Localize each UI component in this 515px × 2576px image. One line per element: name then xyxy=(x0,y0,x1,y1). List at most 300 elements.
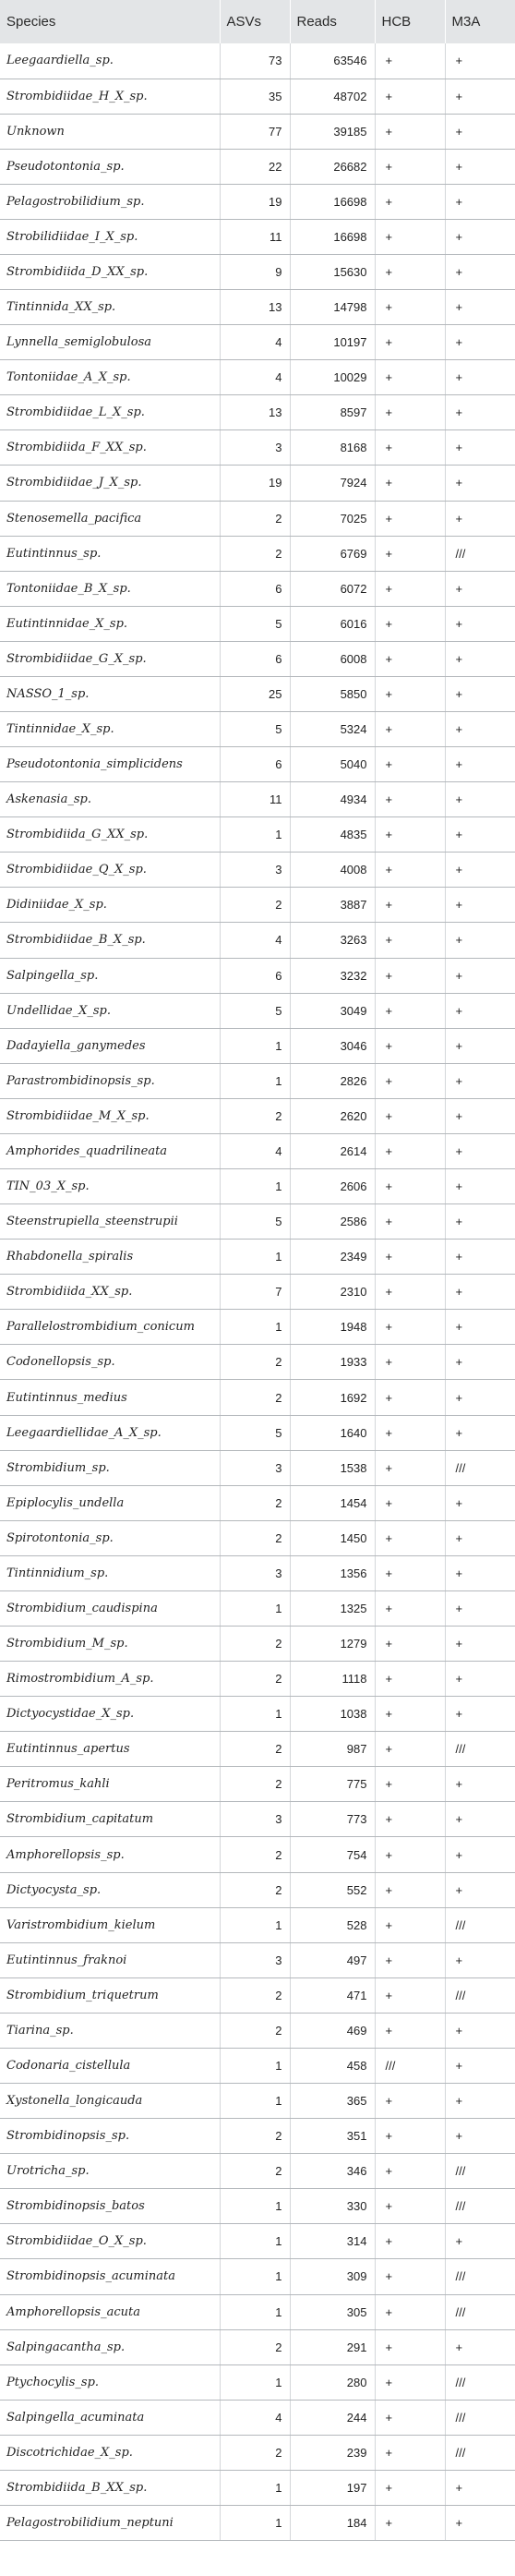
table-row xyxy=(0,1415,515,1450)
cell-species: Leegaardiellidae_A_X_sp. xyxy=(0,1415,220,1450)
cell-asvs: 2 xyxy=(220,536,290,571)
cell-m3a: + xyxy=(445,1520,515,1555)
cell-hcb: + xyxy=(375,1802,445,1837)
cell-reads: 365 xyxy=(290,2084,375,2119)
cell-reads: 244 xyxy=(290,2400,375,2435)
cell-reads: 1038 xyxy=(290,1697,375,1732)
cell-m3a: + xyxy=(445,1662,515,1697)
cell-m3a: + xyxy=(445,853,515,888)
cell-species: Strombidium_capitatum xyxy=(0,1802,220,1837)
cell-m3a: + xyxy=(445,114,515,149)
cell-m3a: + xyxy=(445,1555,515,1590)
cell-asvs: 11 xyxy=(220,219,290,254)
cell-m3a: + xyxy=(445,2013,515,2048)
header-row xyxy=(0,0,515,43)
table-row xyxy=(0,2119,515,2154)
table-row xyxy=(0,641,515,676)
cell-reads: 1538 xyxy=(290,1450,375,1485)
cell-species: Rimostrombidium_A_sp. xyxy=(0,1662,220,1697)
cell-species: Ptychocylis_sp. xyxy=(0,2364,220,2400)
cell-hcb: + xyxy=(375,1275,445,1310)
cell-hcb: + xyxy=(375,2189,445,2224)
cell-m3a: + xyxy=(445,1098,515,1133)
cell-asvs: 1 xyxy=(220,2084,290,2119)
table-row xyxy=(0,1169,515,1204)
cell-asvs: 11 xyxy=(220,782,290,817)
cell-m3a: + xyxy=(445,676,515,711)
cell-species: Amphorides_quadrilineata xyxy=(0,1133,220,1168)
cell-reads: 1450 xyxy=(290,1520,375,1555)
cell-asvs: 5 xyxy=(220,1204,290,1240)
cell-species: Peritromus_kahli xyxy=(0,1767,220,1802)
cell-reads: 15630 xyxy=(290,254,375,289)
cell-hcb: + xyxy=(375,853,445,888)
cell-m3a: + xyxy=(445,923,515,958)
cell-species: Parastrombidinopsis_sp. xyxy=(0,1063,220,1098)
cell-hcb: + xyxy=(375,43,445,79)
cell-asvs: 4 xyxy=(220,325,290,360)
table-row xyxy=(0,1627,515,1662)
cell-hcb: + xyxy=(375,430,445,466)
cell-hcb: + xyxy=(375,1555,445,1590)
table-row xyxy=(0,1204,515,1240)
cell-hcb: + xyxy=(375,1697,445,1732)
cell-m3a: + xyxy=(445,2224,515,2259)
cell-asvs: 77 xyxy=(220,114,290,149)
table-row xyxy=(0,254,515,289)
table-row xyxy=(0,1380,515,1415)
cell-hcb: + xyxy=(375,1380,445,1415)
cell-reads: 3232 xyxy=(290,958,375,993)
cell-hcb: + xyxy=(375,290,445,325)
cell-species: Urotricha_sp. xyxy=(0,2154,220,2189)
table-row xyxy=(0,1767,515,1802)
cell-asvs: 2 xyxy=(220,2154,290,2189)
cell-hcb: + xyxy=(375,2364,445,2400)
cell-m3a: + xyxy=(445,1169,515,1204)
cell-species: Askenasia_sp. xyxy=(0,782,220,817)
cell-species: Amphorellopsis_acuta xyxy=(0,2294,220,2329)
table-row xyxy=(0,1872,515,1907)
cell-species: Strombidiida_XX_sp. xyxy=(0,1275,220,1310)
cell-m3a: /// xyxy=(445,1732,515,1767)
cell-species: Pseudotontonia_simplicidens xyxy=(0,747,220,782)
cell-species: Strombidium_caudispina xyxy=(0,1590,220,1626)
cell-hcb: + xyxy=(375,1169,445,1204)
cell-species: Dadayiella_ganymedes xyxy=(0,1028,220,1063)
cell-reads: 8168 xyxy=(290,430,375,466)
cell-asvs: 1 xyxy=(220,1907,290,1942)
cell-asvs: 1 xyxy=(220,2048,290,2083)
cell-m3a: + xyxy=(445,219,515,254)
cell-asvs: 1 xyxy=(220,817,290,853)
cell-hcb: + xyxy=(375,1837,445,1872)
cell-asvs: 5 xyxy=(220,711,290,746)
table-row xyxy=(0,2505,515,2540)
cell-species: Pelagostrobilidium_sp. xyxy=(0,184,220,219)
cell-m3a: /// xyxy=(445,536,515,571)
cell-m3a: + xyxy=(445,184,515,219)
cell-m3a: + xyxy=(445,430,515,466)
cell-m3a: + xyxy=(445,606,515,641)
table-row xyxy=(0,430,515,466)
cell-asvs: 35 xyxy=(220,79,290,114)
cell-asvs: 19 xyxy=(220,184,290,219)
table-row xyxy=(0,817,515,853)
cell-species: Spirotontonia_sp. xyxy=(0,1520,220,1555)
cell-reads: 351 xyxy=(290,2119,375,2154)
cell-species: Tontoniidae_B_X_sp. xyxy=(0,571,220,606)
cell-species: Salpingella_acuminata xyxy=(0,2400,220,2435)
cell-asvs: 2 xyxy=(220,2435,290,2470)
cell-species: NASSO_1_sp. xyxy=(0,676,220,711)
cell-asvs: 2 xyxy=(220,2119,290,2154)
cell-hcb: + xyxy=(375,2470,445,2505)
cell-m3a: + xyxy=(445,2084,515,2119)
cell-m3a: + xyxy=(445,888,515,923)
cell-asvs: 6 xyxy=(220,958,290,993)
cell-reads: 1279 xyxy=(290,1627,375,1662)
cell-m3a: /// xyxy=(445,2294,515,2329)
cell-asvs: 2 xyxy=(220,1345,290,1380)
cell-asvs: 2 xyxy=(220,1098,290,1133)
table-row xyxy=(0,1028,515,1063)
cell-hcb: + xyxy=(375,1872,445,1907)
cell-m3a: + xyxy=(445,1872,515,1907)
table-row xyxy=(0,1837,515,1872)
cell-species: TIN_03_X_sp. xyxy=(0,1169,220,1204)
cell-asvs: 7 xyxy=(220,1275,290,1310)
cell-reads: 3263 xyxy=(290,923,375,958)
cell-hcb: + xyxy=(375,641,445,676)
cell-reads: 2614 xyxy=(290,1133,375,1168)
cell-m3a: + xyxy=(445,1837,515,1872)
table-row xyxy=(0,360,515,395)
cell-species: Tontoniidae_A_X_sp. xyxy=(0,360,220,395)
cell-reads: 773 xyxy=(290,1802,375,1837)
cell-asvs: 13 xyxy=(220,395,290,430)
cell-species: Strombidiidae_M_X_sp. xyxy=(0,1098,220,1133)
table-row xyxy=(0,1310,515,1345)
cell-m3a: + xyxy=(445,1802,515,1837)
cell-asvs: 19 xyxy=(220,466,290,501)
table-row xyxy=(0,747,515,782)
cell-hcb: + xyxy=(375,1662,445,1697)
cell-m3a: + xyxy=(445,2048,515,2083)
table-row xyxy=(0,1907,515,1942)
table-header xyxy=(0,0,515,43)
table-row xyxy=(0,993,515,1028)
cell-reads: 2620 xyxy=(290,1098,375,1133)
cell-m3a: + xyxy=(445,360,515,395)
cell-asvs: 1 xyxy=(220,1310,290,1345)
cell-species: Eutintinnus_apertus xyxy=(0,1732,220,1767)
cell-asvs: 1 xyxy=(220,2505,290,2540)
cell-m3a: + xyxy=(445,1485,515,1520)
cell-hcb: + xyxy=(375,2329,445,2364)
cell-reads: 10029 xyxy=(290,360,375,395)
cell-m3a: /// xyxy=(445,2154,515,2189)
cell-species: Codonaria_cistellula xyxy=(0,2048,220,2083)
cell-asvs: 2 xyxy=(220,2329,290,2364)
cell-asvs: 2 xyxy=(220,1872,290,1907)
cell-reads: 754 xyxy=(290,1837,375,1872)
cell-hcb: + xyxy=(375,114,445,149)
table-row xyxy=(0,2013,515,2048)
cell-reads: 1692 xyxy=(290,1380,375,1415)
cell-reads: 3049 xyxy=(290,993,375,1028)
cell-species: Strombidinopsis_batos xyxy=(0,2189,220,2224)
table-row xyxy=(0,1590,515,1626)
table-row xyxy=(0,1555,515,1590)
cell-asvs: 1 xyxy=(220,1169,290,1204)
cell-hcb: + xyxy=(375,149,445,184)
cell-species: Eutintinnus_sp. xyxy=(0,536,220,571)
cell-asvs: 4 xyxy=(220,923,290,958)
header-species: Species xyxy=(6,14,56,30)
cell-hcb: + xyxy=(375,958,445,993)
cell-hcb: + xyxy=(375,782,445,817)
cell-asvs: 2 xyxy=(220,1732,290,1767)
cell-species: Discotrichidae_X_sp. xyxy=(0,2435,220,2470)
cell-reads: 1640 xyxy=(290,1415,375,1450)
cell-reads: 5040 xyxy=(290,747,375,782)
cell-reads: 314 xyxy=(290,2224,375,2259)
cell-species: Strombidiida_D_XX_sp. xyxy=(0,254,220,289)
cell-m3a: + xyxy=(445,1942,515,1977)
header-asvs: ASVs xyxy=(220,0,290,43)
cell-hcb: + xyxy=(375,254,445,289)
cell-m3a: + xyxy=(445,1590,515,1626)
cell-asvs: 3 xyxy=(220,1942,290,1977)
cell-asvs: 3 xyxy=(220,1555,290,1590)
header-m3a: M3A xyxy=(445,0,515,43)
cell-asvs: 3 xyxy=(220,1802,290,1837)
cell-m3a: + xyxy=(445,254,515,289)
cell-asvs: 1 xyxy=(220,1028,290,1063)
cell-m3a: + xyxy=(445,1240,515,1275)
cell-hcb: + xyxy=(375,2259,445,2294)
table-row xyxy=(0,571,515,606)
cell-hcb: + xyxy=(375,923,445,958)
cell-reads: 458 xyxy=(290,2048,375,2083)
cell-species: Pseudotontonia_sp. xyxy=(0,149,220,184)
cell-reads: 497 xyxy=(290,1942,375,1977)
cell-asvs: 2 xyxy=(220,1380,290,1415)
cell-asvs: 6 xyxy=(220,641,290,676)
cell-m3a: + xyxy=(445,958,515,993)
cell-reads: 6769 xyxy=(290,536,375,571)
cell-species: Codonellopsis_sp. xyxy=(0,1345,220,1380)
cell-m3a: + xyxy=(445,149,515,184)
cell-asvs: 5 xyxy=(220,606,290,641)
cell-reads: 775 xyxy=(290,1767,375,1802)
cell-hcb: + xyxy=(375,2084,445,2119)
cell-hcb: + xyxy=(375,395,445,430)
cell-reads: 48702 xyxy=(290,79,375,114)
table-row xyxy=(0,1345,515,1380)
cell-asvs: 2 xyxy=(220,1977,290,2013)
table-row xyxy=(0,1450,515,1485)
table-row xyxy=(0,2154,515,2189)
cell-species: Tintinnida_XX_sp. xyxy=(0,290,220,325)
cell-hcb: + xyxy=(375,1627,445,1662)
table-row xyxy=(0,43,515,79)
table-row xyxy=(0,1697,515,1732)
cell-hcb: /// xyxy=(375,2048,445,2083)
cell-hcb: + xyxy=(375,79,445,114)
cell-m3a: + xyxy=(445,1380,515,1415)
cell-species: Dictyocystidae_X_sp. xyxy=(0,1697,220,1732)
cell-m3a: /// xyxy=(445,2364,515,2400)
cell-hcb: + xyxy=(375,1520,445,1555)
cell-asvs: 2 xyxy=(220,1520,290,1555)
cell-species: Parallelostrombidium_conicum xyxy=(0,1310,220,1345)
cell-reads: 7924 xyxy=(290,466,375,501)
table-row xyxy=(0,2048,515,2083)
table-row xyxy=(0,2364,515,2400)
cell-reads: 14798 xyxy=(290,290,375,325)
cell-species: Tintinnidae_X_sp. xyxy=(0,711,220,746)
table-row xyxy=(0,1942,515,1977)
cell-hcb: + xyxy=(375,606,445,641)
cell-asvs: 13 xyxy=(220,290,290,325)
cell-m3a: + xyxy=(445,43,515,79)
cell-hcb: + xyxy=(375,1907,445,1942)
cell-m3a: + xyxy=(445,1275,515,1310)
cell-hcb: + xyxy=(375,1590,445,1626)
cell-species: Varistrombidium_kielum xyxy=(0,1907,220,1942)
table-row xyxy=(0,711,515,746)
table-row xyxy=(0,290,515,325)
table-row xyxy=(0,853,515,888)
table-row xyxy=(0,395,515,430)
cell-reads: 1933 xyxy=(290,1345,375,1380)
cell-reads: 6008 xyxy=(290,641,375,676)
cell-m3a: + xyxy=(445,79,515,114)
cell-reads: 2826 xyxy=(290,1063,375,1098)
cell-species: Eutintinnus_fraknoi xyxy=(0,1942,220,1977)
table-row xyxy=(0,2224,515,2259)
cell-m3a: + xyxy=(445,1697,515,1732)
cell-m3a: /// xyxy=(445,2259,515,2294)
cell-m3a: /// xyxy=(445,2435,515,2470)
cell-reads: 1325 xyxy=(290,1590,375,1626)
cell-reads: 552 xyxy=(290,1872,375,1907)
table-row xyxy=(0,2329,515,2364)
cell-species: Dictyocysta_sp. xyxy=(0,1872,220,1907)
cell-m3a: + xyxy=(445,782,515,817)
cell-asvs: 2 xyxy=(220,1837,290,1872)
cell-hcb: + xyxy=(375,2154,445,2189)
table-row xyxy=(0,114,515,149)
table-row xyxy=(0,958,515,993)
cell-reads: 305 xyxy=(290,2294,375,2329)
cell-asvs: 2 xyxy=(220,1485,290,1520)
cell-species: Eutintinnidae_X_sp. xyxy=(0,606,220,641)
cell-m3a: + xyxy=(445,501,515,536)
cell-m3a: /// xyxy=(445,1977,515,2013)
cell-hcb: + xyxy=(375,219,445,254)
cell-m3a: /// xyxy=(445,1907,515,1942)
cell-reads: 10197 xyxy=(290,325,375,360)
cell-reads: 291 xyxy=(290,2329,375,2364)
cell-species: Strombidiida_B_XX_sp. xyxy=(0,2470,220,2505)
cell-reads: 197 xyxy=(290,2470,375,2505)
cell-asvs: 1 xyxy=(220,2294,290,2329)
cell-m3a: + xyxy=(445,1310,515,1345)
cell-species: Strombidinopsis_sp. xyxy=(0,2119,220,2154)
cell-hcb: + xyxy=(375,676,445,711)
cell-reads: 2586 xyxy=(290,1204,375,1240)
cell-species: Leegaardiella_sp. xyxy=(0,43,220,79)
cell-species: Xystonella_longicauda xyxy=(0,2084,220,2119)
cell-m3a: + xyxy=(445,1133,515,1168)
cell-asvs: 2 xyxy=(220,2013,290,2048)
cell-m3a: + xyxy=(445,1028,515,1063)
cell-reads: 3887 xyxy=(290,888,375,923)
cell-reads: 309 xyxy=(290,2259,375,2294)
cell-reads: 330 xyxy=(290,2189,375,2224)
table-row xyxy=(0,2259,515,2294)
cell-reads: 63546 xyxy=(290,43,375,79)
cell-reads: 16698 xyxy=(290,219,375,254)
cell-hcb: + xyxy=(375,1310,445,1345)
table-row xyxy=(0,676,515,711)
cell-m3a: + xyxy=(445,1767,515,1802)
cell-asvs: 2 xyxy=(220,888,290,923)
cell-hcb: + xyxy=(375,501,445,536)
cell-reads: 2310 xyxy=(290,1275,375,1310)
cell-reads: 239 xyxy=(290,2435,375,2470)
table-row xyxy=(0,2189,515,2224)
table-row xyxy=(0,2400,515,2435)
table-row xyxy=(0,1732,515,1767)
table-row xyxy=(0,1133,515,1168)
cell-reads: 280 xyxy=(290,2364,375,2400)
cell-reads: 346 xyxy=(290,2154,375,2189)
cell-reads: 4835 xyxy=(290,817,375,853)
cell-asvs: 22 xyxy=(220,149,290,184)
cell-asvs: 4 xyxy=(220,1133,290,1168)
table-row xyxy=(0,219,515,254)
cell-reads: 5850 xyxy=(290,676,375,711)
table-row xyxy=(0,1520,515,1555)
cell-hcb: + xyxy=(375,1732,445,1767)
cell-hcb: + xyxy=(375,1204,445,1240)
table-row xyxy=(0,2470,515,2505)
cell-asvs: 6 xyxy=(220,747,290,782)
cell-reads: 3046 xyxy=(290,1028,375,1063)
header-hcb: HCB xyxy=(375,0,445,43)
table-row xyxy=(0,1098,515,1133)
table-row xyxy=(0,79,515,114)
cell-species: Salpingella_sp. xyxy=(0,958,220,993)
cell-hcb: + xyxy=(375,1098,445,1133)
table-row xyxy=(0,1485,515,1520)
cell-species: Tintinnidium_sp. xyxy=(0,1555,220,1590)
cell-hcb: + xyxy=(375,360,445,395)
cell-asvs: 4 xyxy=(220,360,290,395)
cell-hcb: + xyxy=(375,1240,445,1275)
cell-species: Tiarina_sp. xyxy=(0,2013,220,2048)
cell-reads: 1454 xyxy=(290,1485,375,1520)
cell-species: Strombidiidae_O_X_sp. xyxy=(0,2224,220,2259)
cell-reads: 6072 xyxy=(290,571,375,606)
table-row xyxy=(0,888,515,923)
cell-m3a: + xyxy=(445,2505,515,2540)
cell-species: Undellidae_X_sp. xyxy=(0,993,220,1028)
